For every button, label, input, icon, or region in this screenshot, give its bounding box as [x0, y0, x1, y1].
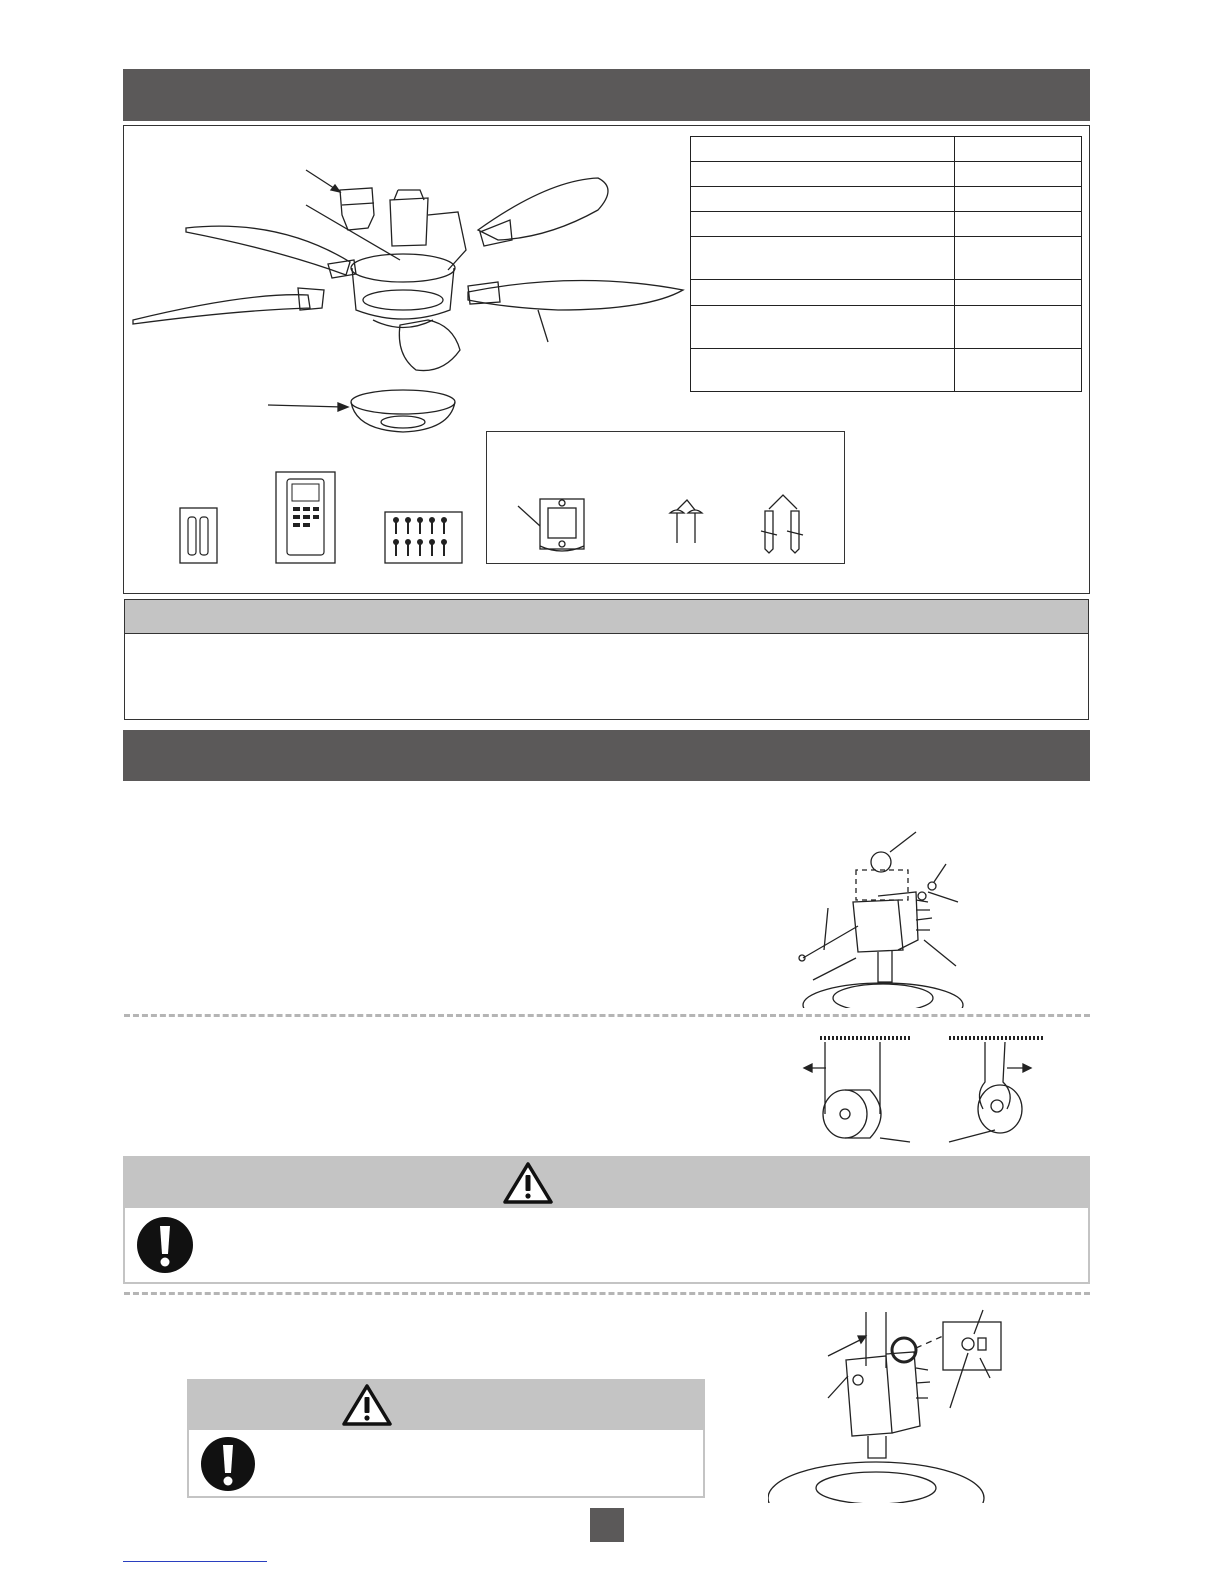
part-qty-cell [955, 137, 1082, 162]
table-row [691, 162, 1082, 187]
footer-link[interactable] [123, 1555, 267, 1562]
part-qty-cell [955, 349, 1082, 392]
warning-header [123, 1156, 1090, 1208]
part-qty-cell [955, 162, 1082, 187]
mounting-bracket-illustration [516, 496, 596, 558]
section-divider [124, 1292, 1090, 1295]
batteries-illustration [179, 507, 219, 565]
installation-section-header [123, 730, 1090, 781]
table-row [691, 237, 1082, 280]
hanger-position-illustration-right [945, 1034, 1055, 1144]
table-row [691, 212, 1082, 237]
caution-section-header [124, 599, 1089, 634]
warning-header-secondary [187, 1379, 705, 1430]
page-number [590, 1508, 624, 1542]
mandatory-exclamation-icon [136, 1216, 194, 1274]
part-qty-cell [955, 187, 1082, 212]
wall-plugs-illustration [755, 491, 815, 557]
table-row [691, 306, 1082, 349]
warning-triangle-icon [502, 1161, 554, 1205]
part-qty-cell [955, 280, 1082, 306]
part-name-cell [691, 306, 955, 349]
part-name-cell [691, 349, 955, 392]
fan-exploded-illustration [128, 160, 688, 440]
downrod-assembly-illustration [798, 830, 968, 1008]
part-name-cell [691, 237, 955, 280]
parts-table [690, 136, 1082, 392]
table-row [691, 137, 1082, 162]
table-row [691, 349, 1082, 392]
remote-control-illustration [275, 471, 337, 565]
screws-set-illustration [384, 511, 464, 565]
part-qty-cell [955, 237, 1082, 280]
mandatory-exclamation-icon [200, 1436, 256, 1492]
wood-screws-illustration [667, 498, 707, 548]
warning-triangle-icon [341, 1383, 393, 1427]
table-row [691, 187, 1082, 212]
downrod-pin-clip-illustration [768, 1308, 1003, 1503]
hanger-position-illustration-left [800, 1034, 915, 1144]
warning-body [123, 1208, 1090, 1284]
section-divider [124, 1014, 1090, 1017]
table-row [691, 280, 1082, 306]
parts-section-header [123, 69, 1090, 121]
part-name-cell [691, 187, 955, 212]
caution-body [124, 633, 1089, 720]
part-name-cell [691, 137, 955, 162]
warning-body-secondary [187, 1430, 705, 1498]
part-qty-cell [955, 306, 1082, 349]
part-name-cell [691, 212, 955, 237]
part-name-cell [691, 162, 955, 187]
part-name-cell [691, 280, 955, 306]
part-qty-cell [955, 212, 1082, 237]
